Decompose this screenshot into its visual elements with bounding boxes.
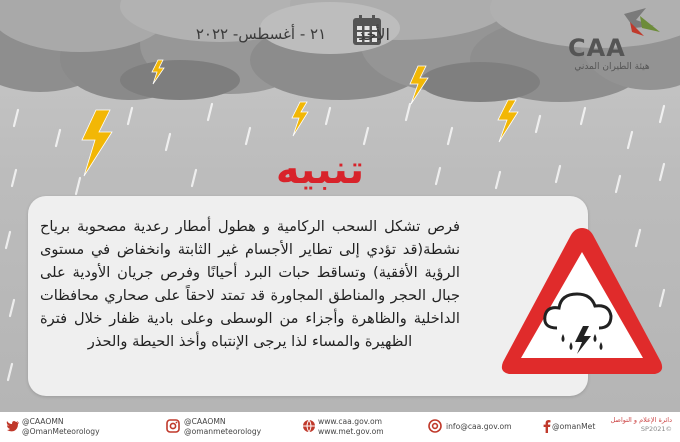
twitter-handles[interactable]	[22, 417, 100, 437]
logo-name: هيئة الطيران المدني	[574, 62, 650, 72]
dept-code: ©SP2021	[640, 425, 672, 433]
website-link-1[interactable]: www.caa.gov.om	[318, 417, 383, 426]
date-label: ٢١ - أغسطس- ٢٠٢٢	[195, 25, 327, 43]
facebook-handle[interactable]: @omanMet	[552, 422, 596, 431]
twitter-icon[interactable]	[6, 419, 20, 433]
day-label: الأحد	[358, 24, 390, 44]
date-row	[90, 14, 390, 54]
media-department	[611, 416, 673, 434]
instagram-handle-2[interactable]: @omanmeteorology	[184, 427, 262, 436]
warning-triangle-icon	[497, 222, 667, 382]
globe-icon[interactable]	[302, 419, 316, 433]
instagram-icon[interactable]	[166, 419, 180, 433]
twitter-handle-2[interactable]: @OmanMeteorology	[22, 427, 100, 436]
website-links[interactable]	[318, 417, 384, 437]
alert-message: فرص تشكل السحب الركامية و هطول أمطار رعدية مصحوبة برياح نشطة(قد تؤدي إلى تطاير الأجسام غير الثابتة وانخفاض في مستوى الرؤية الأفقية) وتساقط حبات البرد أحيانًا وفرص جريان الأودية على جبال الحجر والمناطق المجاورة قد تمتد لاحقاً على صحاري محافظات الداخلية والظاهرة وأجزاء من الوسطى وعلى بادية ظفار خلال فترة الظهيرة والمساء لذا يرجى الإنتباه وأخذ الحيطة والحذر	[40, 218, 460, 350]
instagram-handles[interactable]	[184, 417, 261, 437]
dept-name: دائرة الإعلام و التواصل	[610, 416, 672, 424]
email-link[interactable]: info@caa.gov.om	[446, 422, 512, 431]
alert-title: تنبيه	[275, 147, 365, 193]
instagram-handle-1[interactable]: @CAAOMN	[184, 417, 226, 426]
twitter-handle-1[interactable]: @CAAOMN	[22, 417, 64, 426]
footer-bar	[0, 412, 680, 442]
website-link-2[interactable]: www.met.gov.om	[318, 427, 384, 436]
logo-abbr: CAA	[568, 34, 626, 62]
email-icon[interactable]	[428, 419, 442, 433]
